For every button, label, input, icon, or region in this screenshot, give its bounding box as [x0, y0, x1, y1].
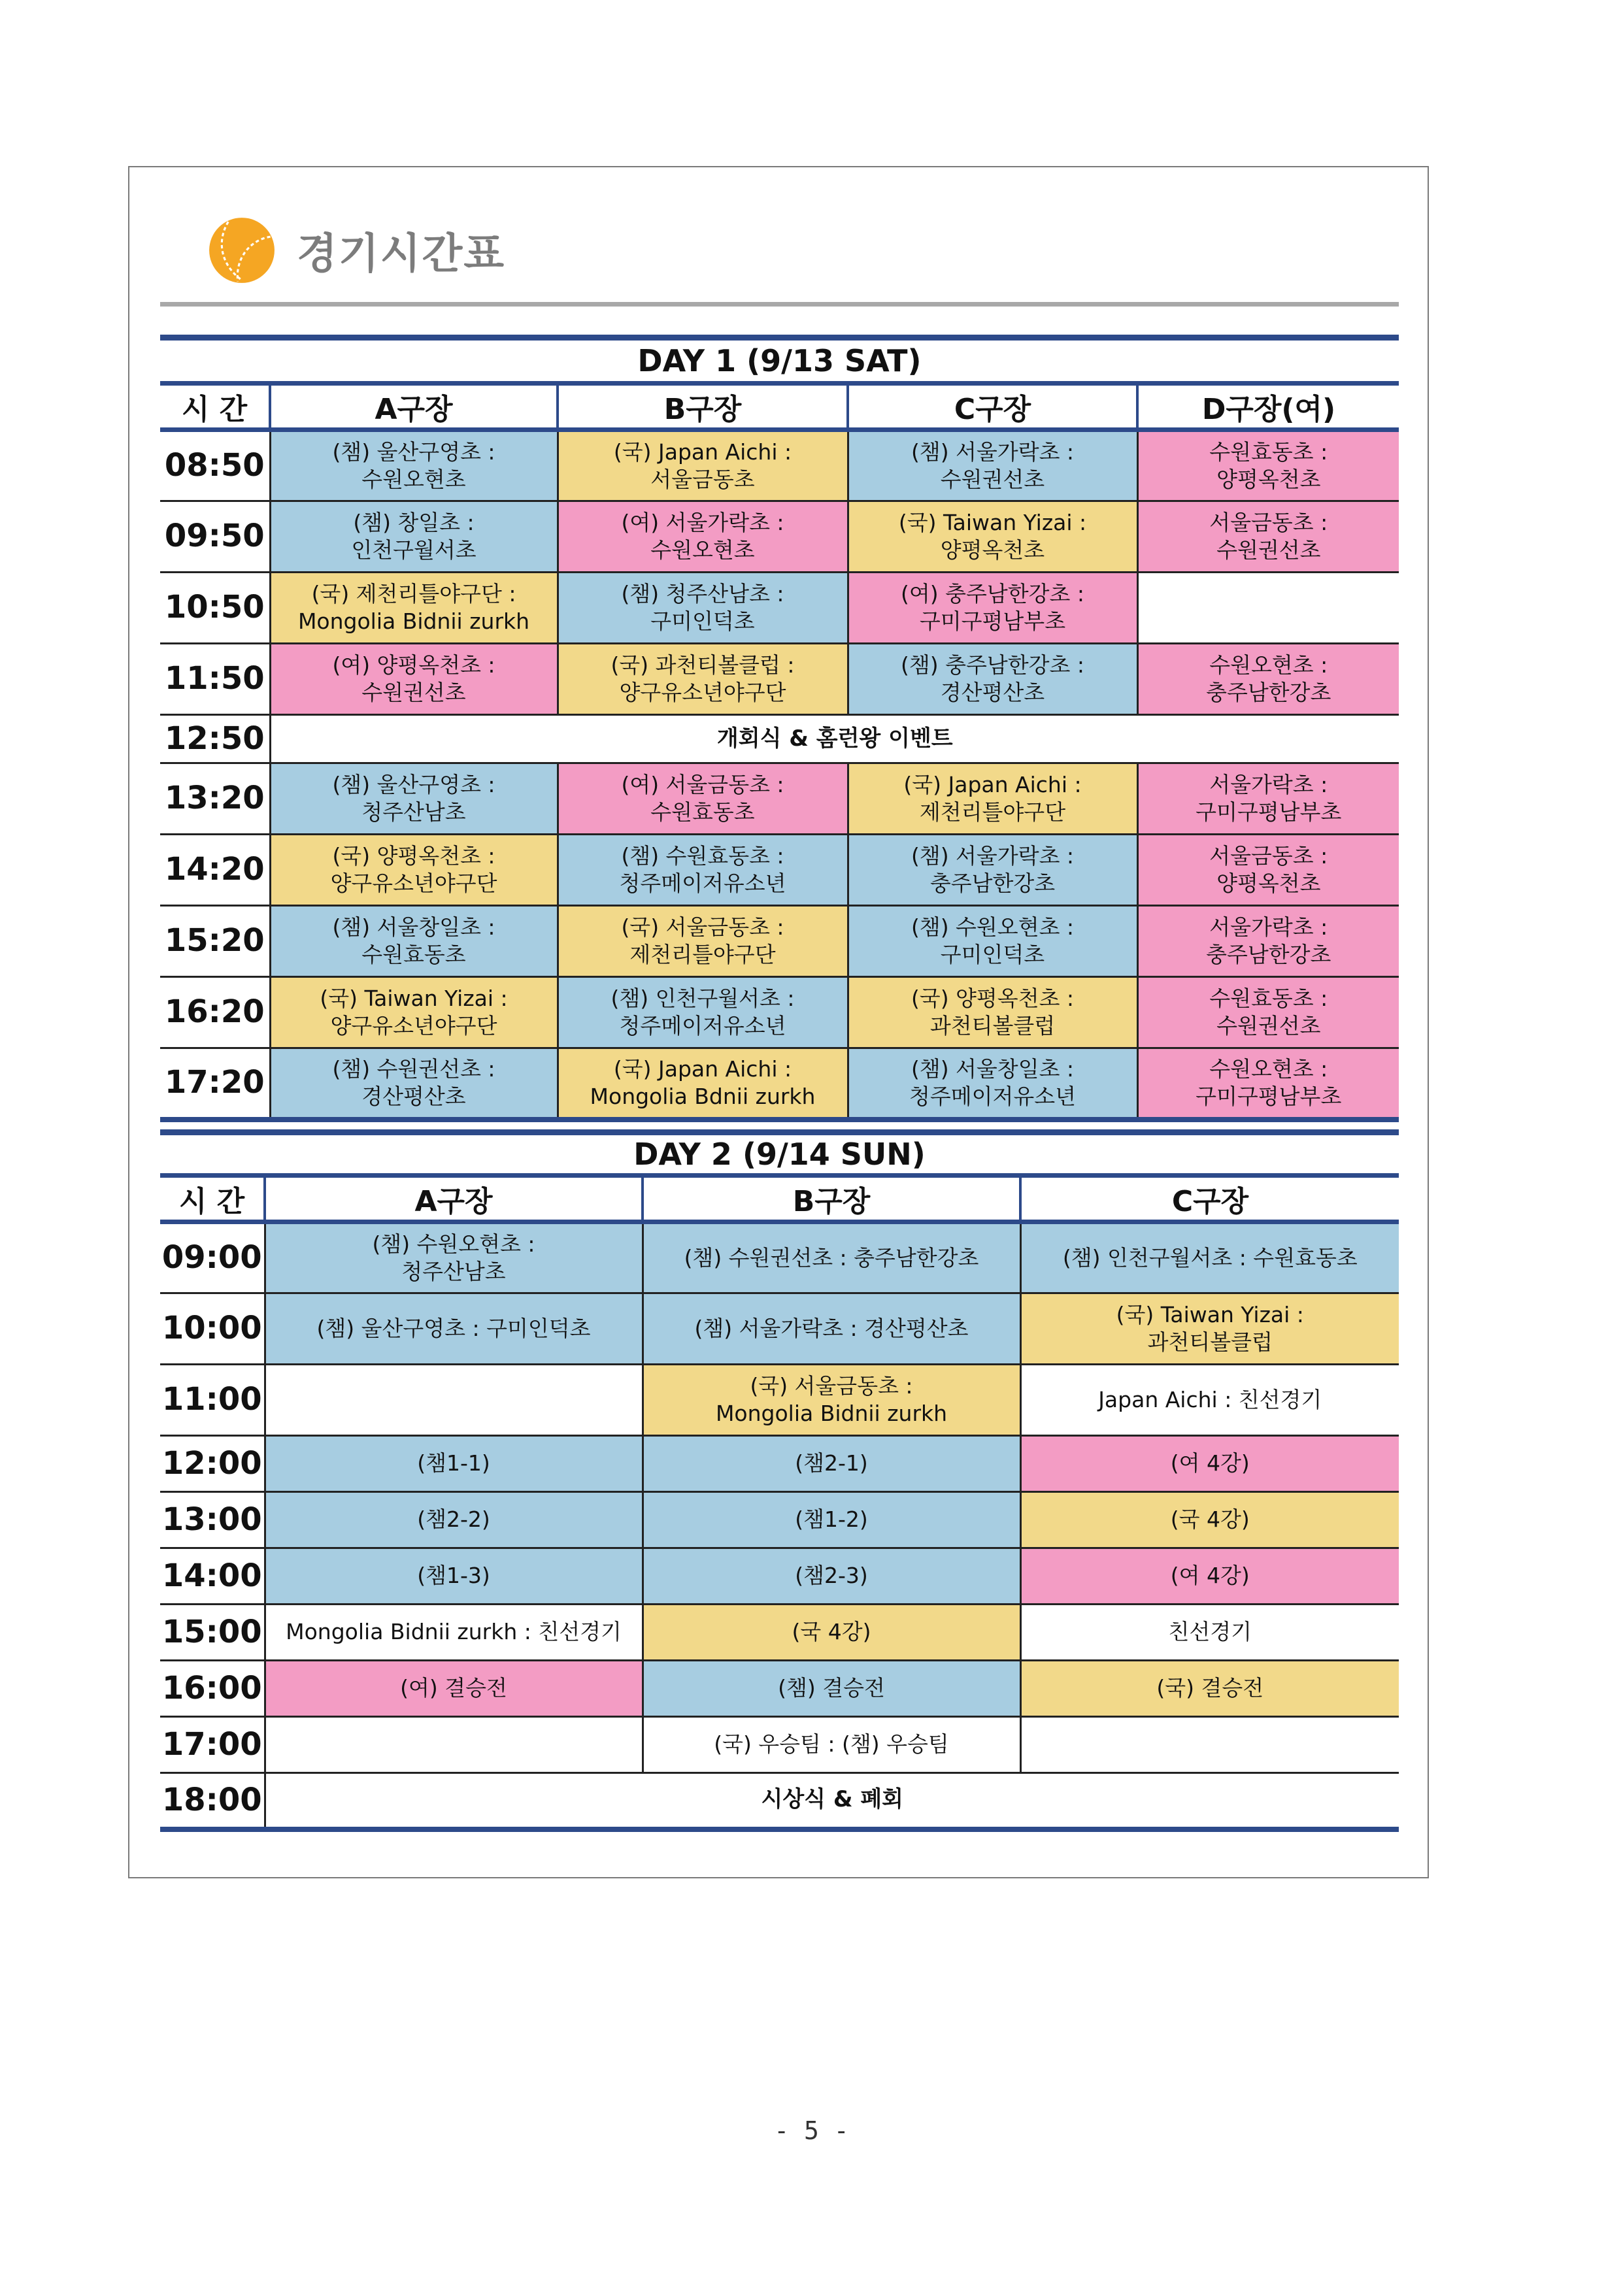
baseball-icon: [208, 216, 276, 284]
game-cell: (챔) 서울가락초 : 충주남한강초: [848, 835, 1137, 906]
section-heading: [208, 214, 505, 286]
game-cell: (국) Taiwan Yizai : 양구유소년야구단: [270, 977, 558, 1048]
game-cell: [265, 1717, 643, 1773]
schedule-row: [160, 573, 1399, 644]
time-column-header: 시 간: [160, 384, 270, 430]
game-cell: (국) 결승전: [1020, 1661, 1399, 1717]
schedule-row: [160, 1222, 1399, 1293]
game-cell: (챔) 울산구영초 : 구미인덕초: [265, 1293, 643, 1365]
column-header-row: [160, 384, 1399, 430]
column-header-row: [160, 1176, 1399, 1222]
game-cell: (챔) 창일초 : 인천구월서초: [270, 501, 558, 573]
game-cell: [1137, 573, 1399, 644]
game-cell: (챔) 서울창일초 : 수원효동초: [270, 906, 558, 977]
game-cell: (국) Japan Aichi : Mongolia Bdnii zurkh: [558, 1048, 848, 1120]
game-cell: (챔) 울산구영초 : 청주산남초: [270, 763, 558, 835]
field-column-header: A구장: [270, 384, 558, 430]
game-cell: 서울가락초 : 충주남한강초: [1137, 906, 1399, 977]
field-column-header: D구장(여): [1137, 384, 1399, 430]
game-cell: (국) 과천티볼클럽 : 양구유소년야구단: [558, 644, 848, 715]
field-column-header: B구장: [558, 384, 848, 430]
field-column-header: A구장: [265, 1176, 643, 1222]
game-cell: (국) 양평옥천초 : 양구유소년야구단: [270, 835, 558, 906]
game-cell: (여) 서울가락초 : 수원오현초: [558, 501, 848, 573]
game-cell: (챔) 결승전: [643, 1661, 1020, 1717]
schedule-row: [160, 1548, 1399, 1605]
time-cell: 11:50: [160, 644, 270, 715]
time-cell: 15:20: [160, 906, 270, 977]
day1-schedule-table: [160, 335, 1399, 1122]
game-cell: (챔) 수원권선초 : 충주남한강초: [643, 1222, 1020, 1293]
game-cell: (챔1-1): [265, 1436, 643, 1492]
game-cell: (챔) 충주남한강초 : 경산평산초: [848, 644, 1137, 715]
time-cell: 12:50: [160, 715, 270, 763]
game-cell: 서울금동초 : 수원권선초: [1137, 501, 1399, 573]
schedule-row: [160, 430, 1399, 501]
game-cell: (국) Taiwan Yizai : 과천티볼클럽: [1020, 1293, 1399, 1365]
game-cell: (국 4강): [643, 1605, 1020, 1661]
schedule-row: [160, 1365, 1399, 1436]
time-cell: 14:20: [160, 835, 270, 906]
schedule-row: [160, 1492, 1399, 1548]
game-cell: (여 4강): [1020, 1436, 1399, 1492]
game-cell: (국 4강): [1020, 1492, 1399, 1548]
game-cell: Mongolia Bidnii zurkh : 친선경기: [265, 1605, 643, 1661]
time-cell: 17:00: [160, 1717, 265, 1773]
game-cell: 수원효동초 : 수원권선초: [1137, 977, 1399, 1048]
game-cell: (여) 충주남한강초 : 구미구평남부초: [848, 573, 1137, 644]
time-cell: 09:50: [160, 501, 270, 573]
game-cell: (국) 제천리틀야구단 : Mongolia Bidnii zurkh: [270, 573, 558, 644]
schedule-row: [160, 1661, 1399, 1717]
game-cell: (국) 서울금동초 : 제천리틀야구단: [558, 906, 848, 977]
time-cell: 08:50: [160, 430, 270, 501]
day-title: DAY 2 (9/14 SUN): [160, 1133, 1399, 1176]
game-cell: Japan Aichi : 친선경기: [1020, 1365, 1399, 1436]
time-cell: 10:00: [160, 1293, 265, 1365]
game-cell: (챔2-3): [643, 1548, 1020, 1605]
game-cell: (챔) 서울가락초 : 수원권선초: [848, 430, 1137, 501]
time-column-header: 시 간: [160, 1176, 265, 1222]
game-cell: (챔1-2): [643, 1492, 1020, 1548]
schedule-row: [160, 501, 1399, 573]
game-cell: 서울금동초 : 양평옥천초: [1137, 835, 1399, 906]
time-cell: 12:00: [160, 1436, 265, 1492]
schedule-row: [160, 715, 1399, 763]
event-cell: 시상식 & 폐회: [265, 1773, 1399, 1829]
time-cell: 14:00: [160, 1548, 265, 1605]
schedule-row: [160, 1293, 1399, 1365]
game-cell: (챔) 수원오현초 : 청주산남초: [265, 1222, 643, 1293]
game-cell: (챔) 인천구월서초 : 수원효동초: [1020, 1222, 1399, 1293]
game-cell: 수원효동초 : 양평옥천초: [1137, 430, 1399, 501]
time-cell: 13:20: [160, 763, 270, 835]
heading-divider: [160, 302, 1399, 307]
day2-schedule-table: [160, 1129, 1399, 1832]
game-cell: (챔1-3): [265, 1548, 643, 1605]
page-number: - 5 -: [774, 2116, 849, 2145]
field-column-header: C구장: [1020, 1176, 1399, 1222]
game-cell: 서울가락초 : 구미구평남부초: [1137, 763, 1399, 835]
time-cell: 11:00: [160, 1365, 265, 1436]
schedule-row: [160, 906, 1399, 977]
game-cell: (국) Japan Aichi : 서울금동초: [558, 430, 848, 501]
game-cell: (챔2-1): [643, 1436, 1020, 1492]
schedule-row: [160, 977, 1399, 1048]
schedule-row: [160, 835, 1399, 906]
game-cell: 수원오현초 : 충주남한강초: [1137, 644, 1399, 715]
game-cell: (국) 양평옥천초 : 과천티볼클럽: [848, 977, 1137, 1048]
day-title-row: [160, 1133, 1399, 1176]
time-cell: 15:00: [160, 1605, 265, 1661]
event-cell: 개회식 & 홈런왕 이벤트: [270, 715, 1399, 763]
game-cell: (챔) 수원권선초 : 경산평산초: [270, 1048, 558, 1120]
game-cell: (여 4강): [1020, 1548, 1399, 1605]
game-cell: (챔) 수원오현초 : 구미인덕초: [848, 906, 1137, 977]
game-cell: (챔2-2): [265, 1492, 643, 1548]
game-cell: 수원오현초 : 구미구평남부초: [1137, 1048, 1399, 1120]
schedule-row: [160, 1773, 1399, 1829]
game-cell: (국) Taiwan Yizai : 양평옥천초: [848, 501, 1137, 573]
game-cell: (여) 서울금동초 : 수원효동초: [558, 763, 848, 835]
day-title: DAY 1 (9/13 SAT): [160, 338, 1399, 384]
schedule-row: [160, 1048, 1399, 1120]
time-cell: 16:00: [160, 1661, 265, 1717]
game-cell: (챔) 울산구영초 : 수원오현초: [270, 430, 558, 501]
game-cell: (여) 결승전: [265, 1661, 643, 1717]
game-cell: (챔) 서울창일초 : 청주메이저유소년: [848, 1048, 1137, 1120]
field-column-header: B구장: [643, 1176, 1020, 1222]
game-cell: [265, 1365, 643, 1436]
game-cell: (국) Japan Aichi : 제천리틀야구단: [848, 763, 1137, 835]
game-cell: (여) 양평옥천초 : 수원권선초: [270, 644, 558, 715]
time-cell: 13:00: [160, 1492, 265, 1548]
page-title: 경기시간표: [297, 230, 506, 278]
time-cell: 17:20: [160, 1048, 270, 1120]
game-cell: (챔) 인천구월서초 : 청주메이저유소년: [558, 977, 848, 1048]
time-cell: 10:50: [160, 573, 270, 644]
time-cell: 16:20: [160, 977, 270, 1048]
schedule-row: [160, 763, 1399, 835]
game-cell: [1020, 1717, 1399, 1773]
schedule-row: [160, 644, 1399, 715]
field-column-header: C구장: [848, 384, 1137, 430]
game-cell: 친선경기: [1020, 1605, 1399, 1661]
game-cell: (챔) 서울가락초 : 경산평산초: [643, 1293, 1020, 1365]
schedule-row: [160, 1605, 1399, 1661]
schedule-row: [160, 1717, 1399, 1773]
schedule-row: [160, 1436, 1399, 1492]
time-cell: 09:00: [160, 1222, 265, 1293]
game-cell: (국) 우승팀 : (챔) 우승팀: [643, 1717, 1020, 1773]
game-cell: (국) 서울금동초 : Mongolia Bidnii zurkh: [643, 1365, 1020, 1436]
game-cell: (챔) 수원효동초 : 청주메이저유소년: [558, 835, 848, 906]
day-title-row: [160, 338, 1399, 384]
time-cell: 18:00: [160, 1773, 265, 1829]
game-cell: (챔) 청주산남초 : 구미인덕초: [558, 573, 848, 644]
